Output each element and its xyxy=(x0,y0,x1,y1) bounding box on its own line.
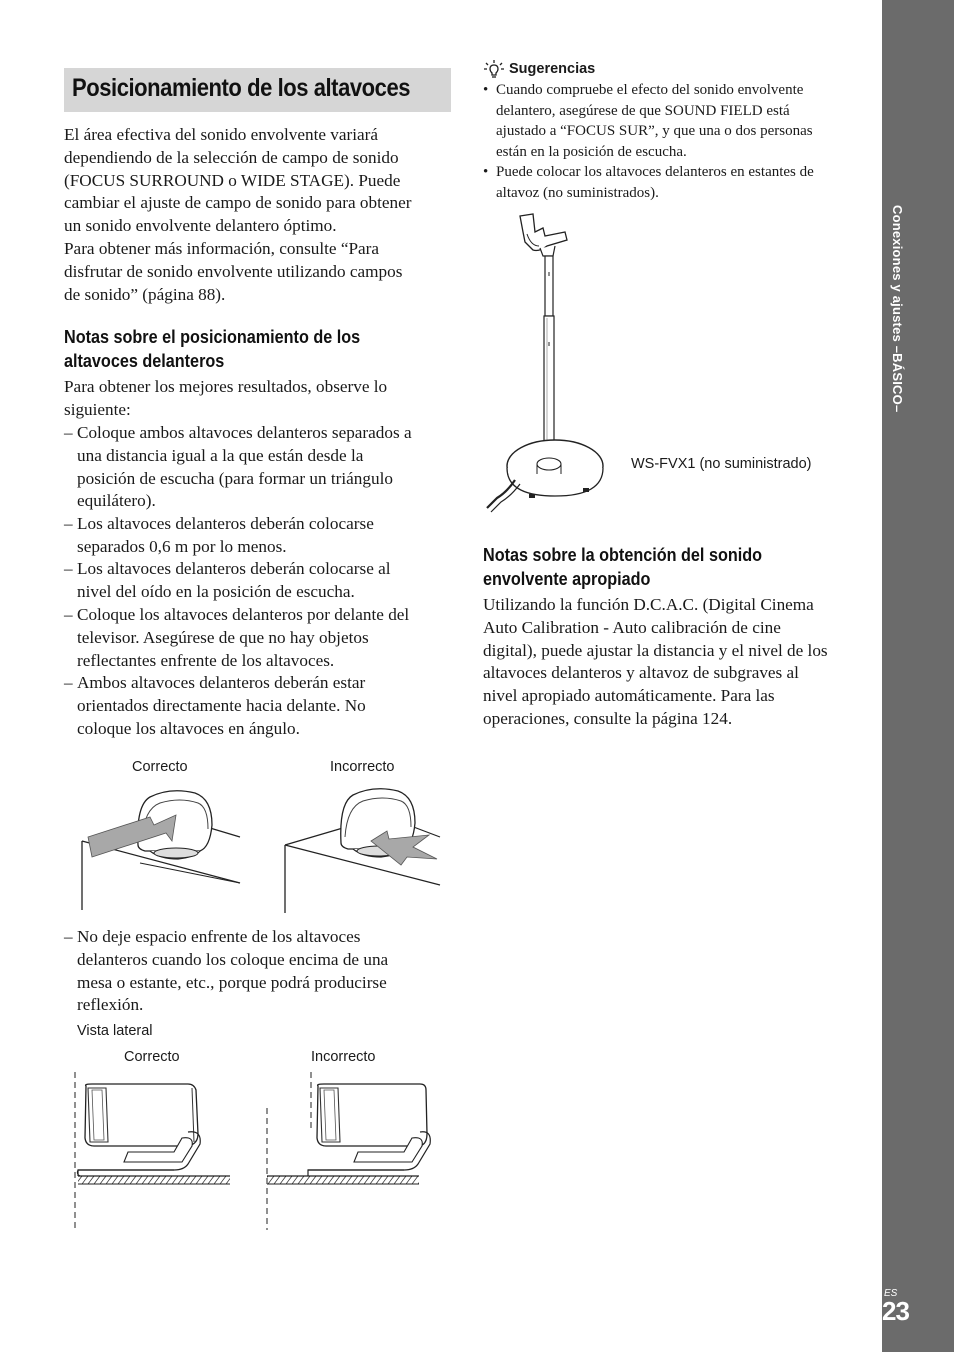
intro-line: disfrutar de sonido envolvente utilizando campos xyxy=(64,261,403,281)
figure-correct-speaker-front xyxy=(80,785,250,915)
body-line: altavoces delanteros y altavoz de subgraves al xyxy=(483,663,799,683)
body-line: Auto Calibration - Auto calibración de cine xyxy=(483,617,781,637)
item-line: Los altavoces delanteros deberán colocarse al xyxy=(77,559,391,578)
page-title: Posicionamiento de los altavoces xyxy=(72,74,411,102)
section-tab-label: Conexiones y ajustes –BÁSICO– xyxy=(890,205,905,413)
item-line: No deje espacio enfrente de los altavoces xyxy=(77,927,361,946)
intro-line: El área efectiva del sonido envolvente variará xyxy=(64,125,378,144)
stand-label: WS-FVX1 (no suministrado) xyxy=(631,456,812,472)
item-line: posición de escucha (para formar un triángulo xyxy=(77,468,393,488)
item-line: separados 0,6 m por lo menos. xyxy=(77,536,287,556)
figure2-correct-label: Correcto xyxy=(124,1049,180,1065)
tip-line: están en la posición de escucha. xyxy=(496,143,687,160)
body-line: Utilizando la función D.C.A.C. (Digital Cinema xyxy=(483,595,814,614)
dash-marker: – xyxy=(64,514,73,533)
heading-line: Notas sobre el posicionamiento de los xyxy=(64,327,361,347)
surround-notes-heading xyxy=(483,543,762,591)
item-line: Coloque ambos altavoces delanteros separados a xyxy=(77,423,412,442)
intro-line: un sonido envolvente delantero óptimo. xyxy=(64,216,337,236)
intro-line: dependiendo de la selección de campo de sonido xyxy=(64,147,399,167)
item-line: orientados directamente hacia delante. No xyxy=(77,695,366,715)
body-line: digital), puede ajustar la distancia y el nivel de los xyxy=(483,640,828,660)
item-line: televisor. Asegúrese de que no hay objetos xyxy=(77,627,369,647)
figure2-view-label: Vista lateral xyxy=(77,1023,153,1039)
intro-paragraph xyxy=(64,124,411,306)
language-code: ES xyxy=(884,1288,898,1299)
tip-line: Cuando compruebe el efecto del sonido envolvente xyxy=(496,82,804,98)
side-tab xyxy=(882,0,954,1352)
item-line: reflexión. xyxy=(77,995,144,1015)
item-line: reflectantes enfrente de los altavoces. xyxy=(77,650,335,670)
intro-line: (FOCUS SURROUND o WIDE STAGE). Puede xyxy=(64,170,401,190)
item-line: Ambos altavoces delanteros deberán estar xyxy=(77,673,366,692)
item-line: nivel del oído en la posición de escucha. xyxy=(77,581,355,601)
heading-line: Notas sobre la obtención del sonido xyxy=(483,545,763,565)
figure2-incorrect-label: Incorrecto xyxy=(311,1049,376,1065)
dash-marker: – xyxy=(64,559,73,578)
tip-line: altavoz (no suministrados). xyxy=(496,184,659,201)
intro-line: de sonido” (página 88). xyxy=(64,284,226,304)
figure-incorrect-speaker-side xyxy=(262,1072,427,1232)
body-line: nivel apropiado automáticamente. Para las xyxy=(483,686,775,706)
surround-notes-body xyxy=(483,594,828,731)
item-line: delanteros cuando los coloque encima de una xyxy=(77,949,389,969)
speaker-stand-illustration xyxy=(485,212,625,512)
figure1-correct-label: Correcto xyxy=(132,759,188,775)
item-line: mesa o estante, etc., porque podrá producirse xyxy=(77,972,387,992)
body-line: operaciones, consulte la página 124. xyxy=(483,708,733,728)
tip-line: Puede colocar los altavoces delanteros en estantes de xyxy=(496,164,814,180)
dash-marker: – xyxy=(64,927,73,946)
lightbulb-icon xyxy=(484,60,504,80)
tip-line: ajustado a “FOCUS SUR”, y que una o dos personas xyxy=(496,123,813,139)
intro-line: Para obtener más información, consulte “Para xyxy=(64,238,379,258)
dash-marker: – xyxy=(64,605,73,624)
figure-correct-speaker-side xyxy=(70,1072,235,1232)
tip-line: delantero, asegúrese de que SOUND FIELD está xyxy=(496,102,790,119)
heading-line: altavoces delanteros xyxy=(64,351,225,371)
bullet-marker: • xyxy=(483,164,489,180)
intro-line: cambiar el ajuste de campo de sonido para obtener xyxy=(64,193,412,213)
dash-marker: – xyxy=(64,423,73,442)
bullet-marker: • xyxy=(483,82,489,98)
item-line: equilátero). xyxy=(77,491,156,511)
item-line: coloque los altavoces en ángulo. xyxy=(77,718,300,738)
item-line: Los altavoces delanteros deberán colocarse xyxy=(77,514,374,533)
lead-line: siguiente: xyxy=(64,399,131,419)
figure-incorrect-speaker-front xyxy=(283,785,448,915)
dash-marker: – xyxy=(64,673,73,692)
item-line: una distancia igual a la que están desde la xyxy=(77,445,364,465)
item-line: Coloque los altavoces delanteros por delante del xyxy=(77,605,410,624)
front-notes-heading xyxy=(64,325,360,373)
tips-title: Sugerencias xyxy=(509,61,596,77)
heading-line: envolvente apropiado xyxy=(483,569,651,589)
figure1-incorrect-label: Incorrecto xyxy=(330,759,395,775)
lead-line: Para obtener los mejores resultados, observe lo xyxy=(64,377,388,396)
front-notes-lead xyxy=(64,376,387,422)
page-number: 23 xyxy=(882,1296,909,1326)
